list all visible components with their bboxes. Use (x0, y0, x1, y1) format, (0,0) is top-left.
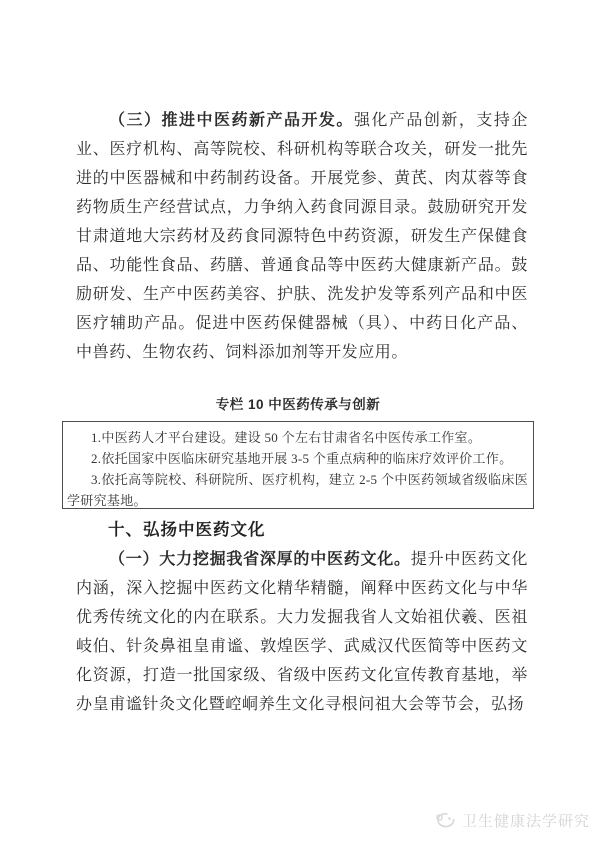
paragraph-section-1-body: 提升中医药文化内涵，深入挖掘中医药文化精华精髓，阐释中医药文化与中华优秀传统文化的内在联系。大力发掘我省人文始祖伏羲、医祖岐伯、针灸鼻祖皇甫谧、敦煌医学、武威汉代医简等中医药文化资源，打造一批国家级、省级中医药文化宣传教育基地，举办皇甫谧针灸文化暨崆峒养生文化寻根问祖大会等节会，弘扬 (76, 551, 528, 713)
callout-box-item: 2.依托国家中医临床研究基地开展 3-5 个重点病种的临床疗效评价工作。 (91, 451, 513, 466)
watermark-logo-icon (433, 811, 457, 831)
paragraph-section-3 (76, 106, 528, 367)
paragraph-section-1 (76, 545, 528, 719)
section-heading-10: 十、弘扬中医药文化 (108, 521, 266, 539)
paragraph-section-1-lead: （一）大力挖掘我省深厚的中医药文化。 (109, 551, 411, 568)
watermark-text: 卫生健康法学研究 (461, 813, 590, 830)
paragraph-section-3-lead: （三）推进中医药新产品开发。 (109, 112, 354, 129)
footer-watermark (433, 810, 590, 831)
callout-box-title: 专栏 10 中医药传承与创新 (215, 397, 381, 412)
paragraph-section-3-body: 强化产品创新，支持企业、医疗机构、高等院校、科研机构等联合攻关，研发一批先进的中医器械和中药制药设备。开展党参、黄芪、肉苁蓉等食药物质生产经营试点，力争纳入药食同源目录。鼓励研究开发甘肃道地大宗药材及药食同源特色中药资源，研发生产保健食品、功能性食品、药膳、普通食品等中医药大健康新产品。鼓励研发、生产中医药美容、护肤、洗发护发等系列产品和中医医疗辅助产品。促进中医药保健器械（具）、中药日化产品、中兽药、生物农药、饲料添加剂等开发应用。 (76, 112, 528, 361)
callout-box-item: 1.中医药人才平台建设。建设 50 个左右甘肃省名中医传承工作室。 (91, 430, 482, 445)
callout-box (62, 421, 534, 509)
callout-box-item: 3.依托高等院校、科研院所、医疗机构，建立 2-5 个中医药领域省级临床医学研究基地。 (67, 472, 528, 508)
